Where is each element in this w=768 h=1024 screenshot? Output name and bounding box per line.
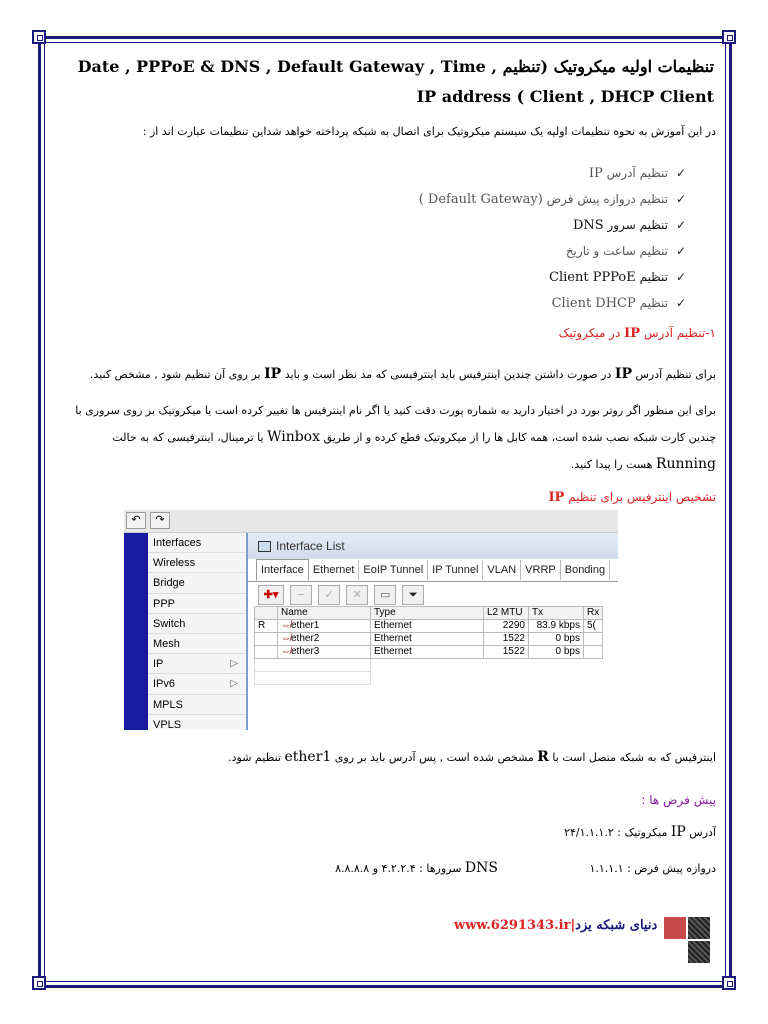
table-row[interactable]: R ⇎ether1 Ethernet 2290 83.9 kbps 5( (255, 620, 603, 633)
ip-default-line: آدرس IP میکروتیک : ۲۴/۱.۱.۱.۲ (564, 824, 716, 840)
column-name[interactable]: Name (278, 607, 371, 620)
submenu-arrow-icon: ▷ (230, 678, 238, 690)
tab-bar (248, 559, 618, 582)
logo (664, 917, 712, 963)
footer-link[interactable]: www.6291343.ir|دنیای شبکه یزد (454, 918, 658, 933)
intro-paragraph: در این آموزش به نحوه تنظیمات اولیه یک سیستم میکروتیک برای اتصال به شبکه پرداخته خواهد شداین تنظیمات عبارت اند از : (142, 125, 716, 138)
menu-item-ip[interactable]: IP ▷ (148, 654, 246, 674)
list-item: ✓تنظیم ساعت و تاریخ (419, 238, 690, 264)
table-row[interactable]: ⇎ether3 Ethernet 1522 0 bps (255, 646, 603, 659)
menu-item-vpls[interactable]: VPLS (148, 715, 246, 730)
list-item: ✓تنظیم آدرس IP (419, 160, 690, 186)
table-row-empty (255, 672, 603, 685)
column-l2mtu[interactable]: L2 MTU (484, 607, 529, 620)
column-tx[interactable]: Tx (529, 607, 584, 620)
interface-icon: ⇎ (281, 646, 291, 657)
menu-item-wireless[interactable]: Wireless (148, 553, 246, 573)
menu-item-mesh[interactable]: Mesh (148, 634, 246, 654)
interface-icon: ⇎ (281, 620, 291, 631)
tab-vlan[interactable]: VLAN (483, 560, 521, 580)
page-title: تنظیمات اولیه میکروتیک (تنظیم Date , PPPoE & DNS , Default Gateway , Time , IP address ( Client , DHCP Client (77, 57, 714, 106)
enable-button[interactable]: ✓ (318, 585, 340, 605)
winbox-side-strip (124, 533, 148, 730)
menu-item-switch[interactable]: Switch (148, 614, 246, 634)
table-row-empty (255, 659, 603, 672)
check-icon: ✓ (675, 166, 687, 180)
comment-button[interactable]: ▭ (374, 585, 396, 605)
disable-button[interactable]: ✕ (346, 585, 368, 605)
tab-interface[interactable]: Interface (256, 559, 309, 581)
list-item: ✓تنظیم سرور DNS (419, 212, 690, 238)
menu-item-ppp[interactable]: PPP (148, 594, 246, 614)
menu-item-interfaces[interactable]: Interfaces (148, 533, 246, 553)
check-icon: ✓ (675, 218, 687, 232)
corner-ornament (32, 30, 46, 44)
list-item: ✓تنظیم دروازه پیش فرض (Default Gateway ) (419, 186, 690, 212)
list-item: ✓تنظیم Client PPPoE (419, 264, 690, 290)
redo-button[interactable]: ↷ (150, 512, 170, 529)
list-toolbar (248, 582, 618, 606)
menu-item-bridge[interactable]: Bridge (148, 573, 246, 593)
column-type[interactable]: Type (371, 607, 484, 620)
check-icon: ✓ (675, 192, 687, 206)
check-icon: ✓ (675, 244, 687, 258)
table-header (255, 607, 603, 620)
check-icon: ✓ (675, 270, 687, 284)
tab-ethernet[interactable]: Ethernet (309, 560, 360, 580)
list-item: ✓تنظیم Client DHCP (419, 290, 690, 316)
submenu-arrow-icon: ▷ (230, 658, 238, 670)
window-icon (258, 541, 271, 552)
gateway-default-line: دروازه پیش فرض : ۱.۱.۱.۱ (589, 862, 716, 875)
column-rx[interactable]: Rx (584, 607, 603, 620)
remove-button[interactable]: − (290, 585, 312, 605)
add-button[interactable]: ✚▾ (258, 585, 284, 605)
paragraph-select-interface: برای تنظیم آدرس IP در صورت داشتن چندین اینترفیس باید اینترفیسی که مد نظر است و باید IP بر روی آن تنظیم شود , مشخص کنید. (89, 366, 716, 382)
window-title: Interface List (248, 533, 618, 559)
dns-default-line: DNS سرورها : ۴.۲.۲.۴ و ۸.۸.۸.۸ (335, 860, 498, 876)
winbox-screenshot (124, 510, 618, 730)
menu-item-mpls[interactable]: MPLS (148, 695, 246, 715)
check-icon: ✓ (675, 296, 687, 310)
winbox-menu (148, 533, 246, 730)
subheading: تشخیص اینترفیس برای تنظیم IP (548, 490, 716, 505)
corner-ornament (722, 30, 736, 44)
settings-checklist (419, 160, 690, 316)
filter-icon[interactable]: ⏷ (402, 585, 424, 605)
corner-ornament (722, 976, 736, 990)
table-row[interactable]: ⇎ether2 Ethernet 1522 0 bps (255, 633, 603, 646)
interface-icon: ⇎ (281, 633, 291, 644)
paragraph-ether1: اینترفیس که به شبکه متصل است با R مشخص شده است , پس آدرس باید بر روی ether1 تنظیم شود. (228, 749, 716, 765)
interface-table (254, 606, 603, 685)
paragraph-instructions: برای این منظور اگر روتر بورد در اختیار دارید به شماره پورت دقت کنید یا اگر نام اینترفیس ها تغییر کرده است یا میکروتیک بر روی سروری با چندین کارت شبکه نصب شده است، همه کابل ها را از میکروتیک قطع کرده و از طریق Winbox یا ترمینال، اینترفیسی که به حالت Running هست را پیدا کنید. (75, 404, 716, 472)
interface-list-window (246, 533, 618, 730)
tab-bonding[interactable]: Bonding (561, 560, 610, 580)
corner-ornament (32, 976, 46, 990)
section-heading: ۱-تنظیم آدرس IP در میکروتیک (558, 326, 716, 341)
tab-ip-tunnel[interactable]: IP Tunnel (428, 560, 483, 580)
tab-vrrp[interactable]: VRRP (521, 560, 561, 580)
winbox-toolbar (124, 510, 618, 533)
defaults-heading: پیش فرض ها : (641, 793, 716, 807)
undo-button[interactable]: ↶ (126, 512, 146, 529)
tab-eoip-tunnel[interactable]: EoIP Tunnel (359, 560, 428, 580)
menu-item-ipv6[interactable]: IPv6 ▷ (148, 674, 246, 694)
